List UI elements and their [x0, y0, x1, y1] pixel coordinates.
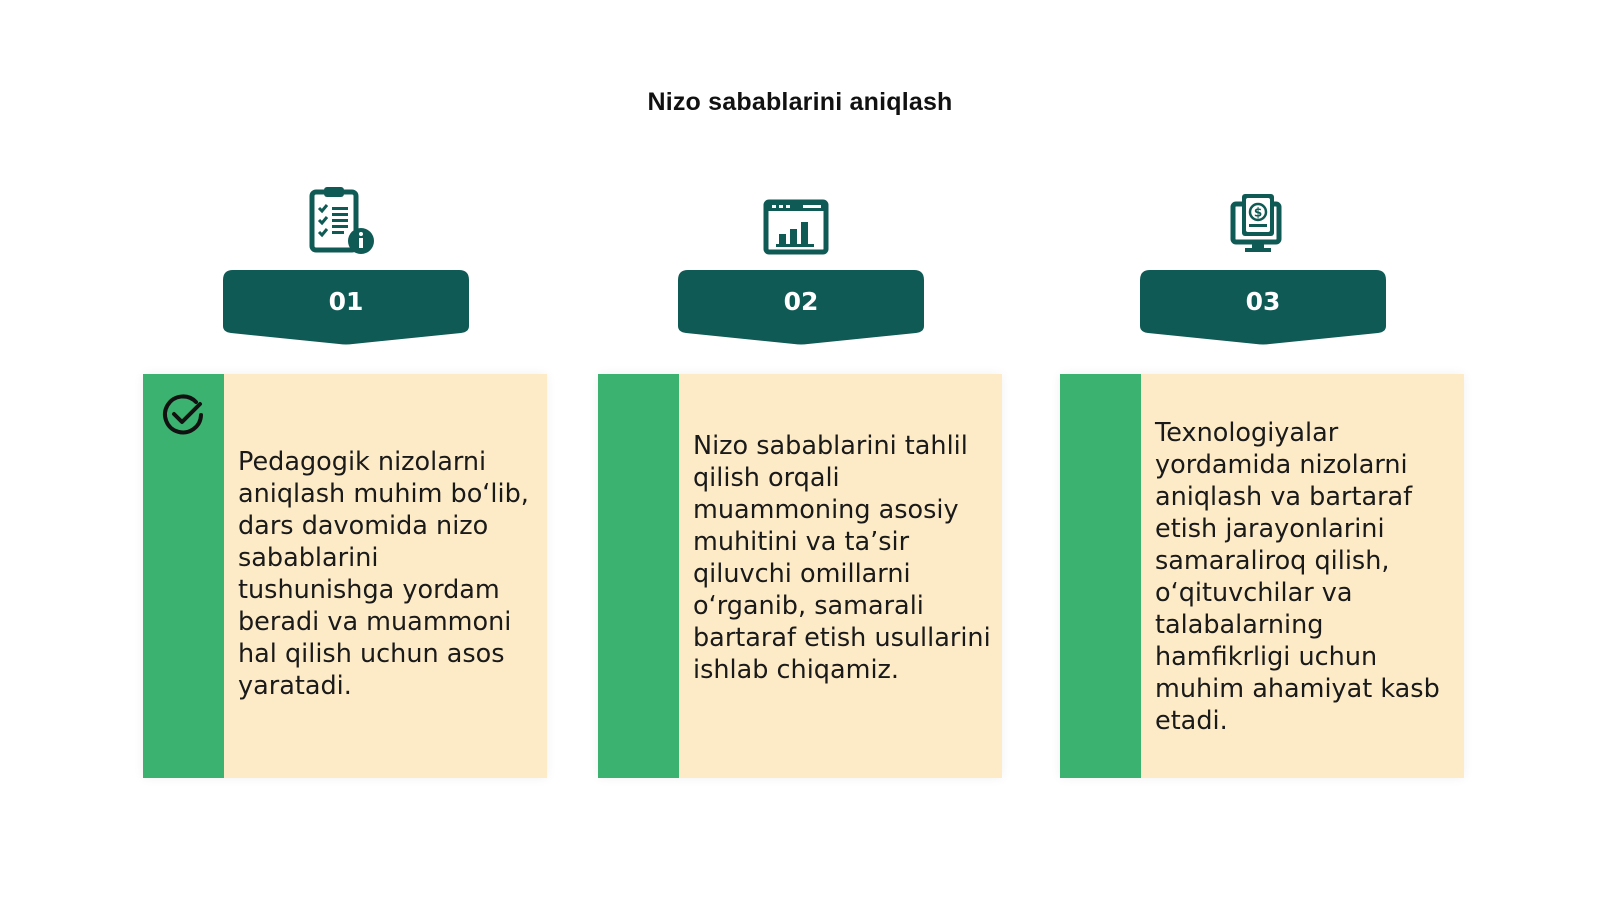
- step-badge-3: [1140, 270, 1386, 348]
- step-column-1: [143, 0, 553, 900]
- step-column-3: [1060, 0, 1470, 900]
- dashboard-chart-icon: [763, 186, 843, 258]
- card-accent-bar: [598, 374, 679, 778]
- card-accent-bar: [143, 374, 224, 778]
- step-description-3: Texnologiyalar yordamida nizolarni aniqlash va bartaraf etish jarayonlarini samaraliroq qilish, o‘qituvchilar va talabalarning hamfikrligi uchun muhim ahamiyat kasb etadi.: [1155, 418, 1440, 736]
- step-card-2: [598, 374, 1002, 778]
- page-title: Nizo sabablarini aniqlash: [647, 88, 953, 116]
- step-number-2: 02: [783, 287, 819, 316]
- step-number-3: 03: [1245, 287, 1281, 316]
- step-column-2: [598, 0, 1008, 900]
- step-badge-1: [223, 270, 469, 348]
- svg-text:$: $: [1253, 205, 1263, 220]
- monitor-dollar-icon: [1225, 186, 1305, 258]
- step-description-2: Nizo sabablarini tahlil qilish orqali muammoning asosiy muhitini va ta’sir qiluvchi omillarni o‘rganib, samarali bartaraf etish usullarini ishlab chiqamiz.: [693, 431, 991, 685]
- step-card-1: [143, 374, 547, 778]
- step-badge-2: [678, 270, 924, 348]
- step-description-1: Pedagogik nizolarni aniqlash muhim bo‘lib, dars davomida nizo sabablarini tushunishga yordam beradi va muammoni hal qilish uchun asos yaratadi.: [238, 447, 529, 701]
- step-number-1: 01: [328, 287, 364, 316]
- checkmark-circle-icon: [160, 392, 206, 438]
- step-card-3: [1060, 374, 1464, 778]
- card-accent-bar: [1060, 374, 1141, 778]
- clipboard-checklist-info-icon: [308, 186, 388, 258]
